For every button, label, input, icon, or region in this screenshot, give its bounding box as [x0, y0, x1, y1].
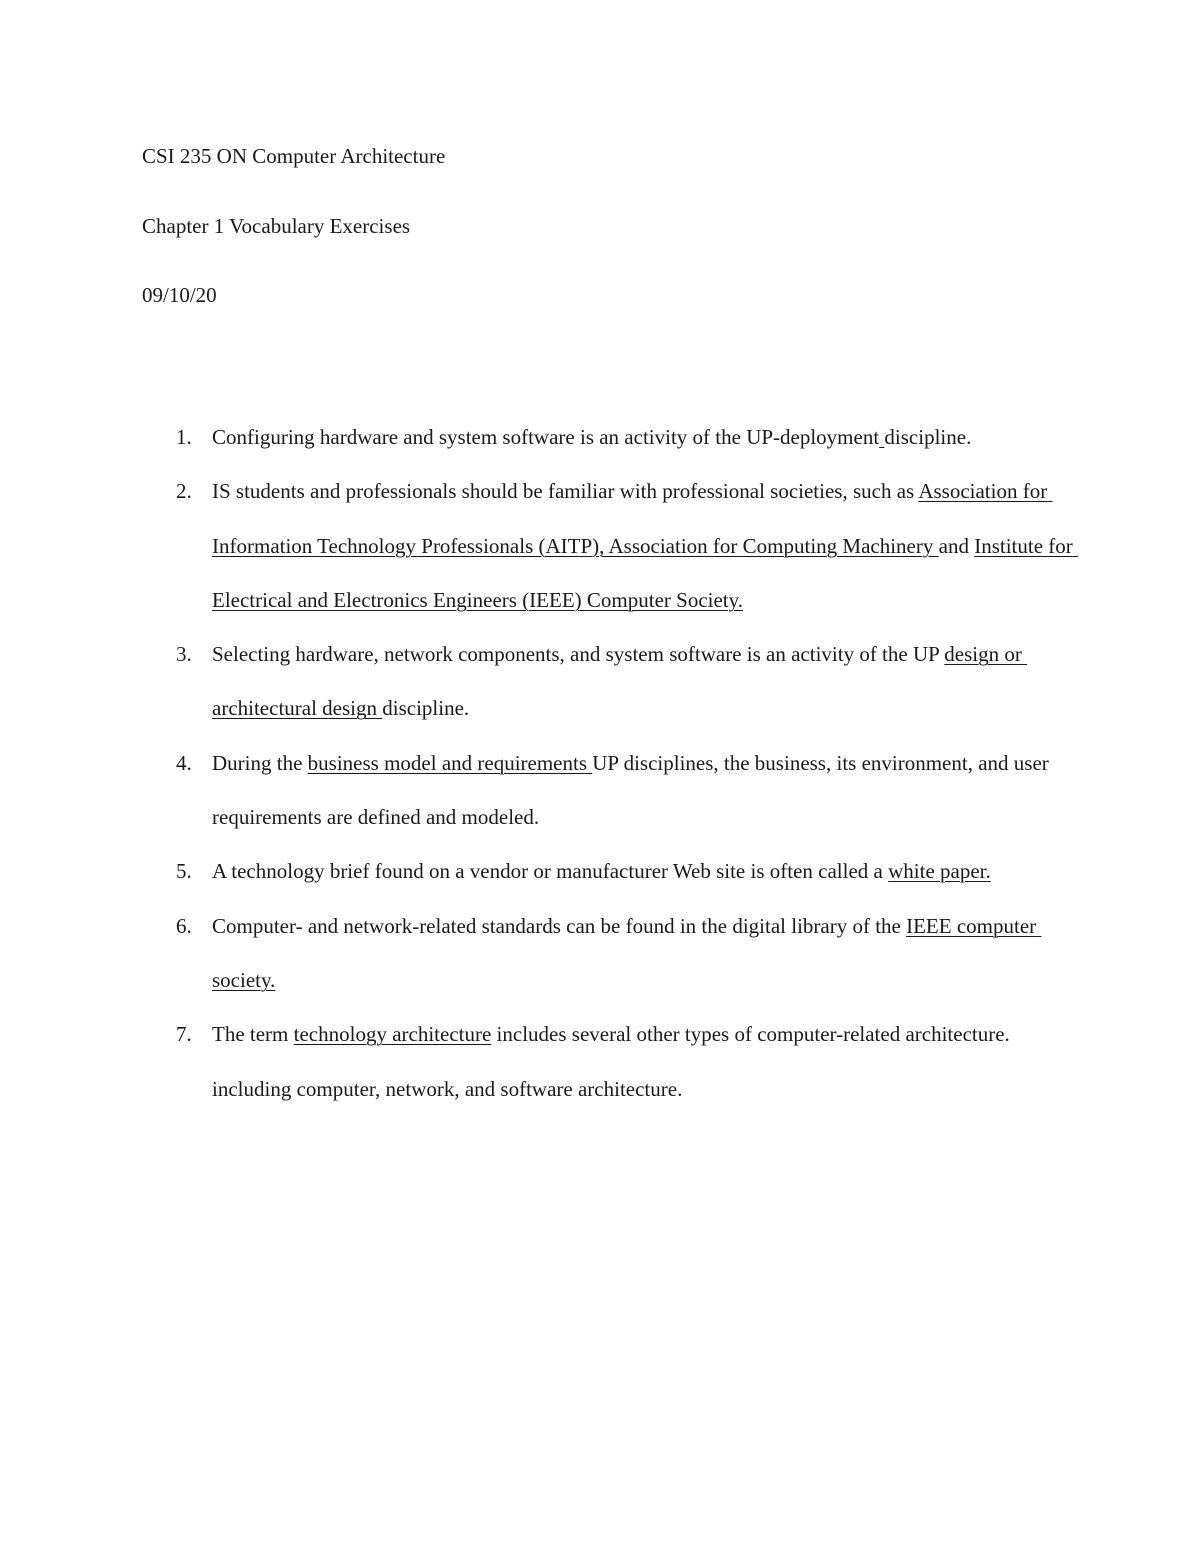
list-item-number: 5.: [176, 859, 192, 884]
document-date: 09/10/20: [142, 283, 217, 307]
list-item: [142, 1007, 1082, 1116]
list-item: [142, 410, 1082, 464]
list-item: [142, 464, 1082, 627]
answer-blank: design or architectural design: [212, 642, 1028, 721]
question-text: During the: [212, 750, 308, 775]
list-item-number: 4.: [176, 750, 192, 775]
list-item: [142, 627, 1082, 736]
list-item-number: 6.: [176, 913, 192, 938]
question-text: discipline.: [382, 696, 470, 721]
question-text: Computer- and network-related standards can be found in the digital library of the: [212, 913, 907, 938]
answer-blank: IEEE computer society.: [212, 913, 1042, 992]
question-text: Selecting hardware, network components, and system software is an activity of the UP: [212, 642, 945, 667]
question-text: The term: [212, 1022, 294, 1047]
list-item-number: 7.: [176, 1022, 192, 1047]
question-text: A technology brief found on a vendor or manufacturer Web site is often called a: [212, 859, 889, 884]
course-title: CSI 235 ON Computer Architecture: [142, 144, 446, 168]
list-item-number: 2.: [176, 479, 192, 504]
assignment-title: Chapter 1 Vocabulary Exercises: [142, 214, 411, 238]
question-text: Configuring hardware and system software is an activity of the UP-deployment: [212, 425, 880, 449]
question-text: discipline.: [884, 425, 972, 449]
list-item: [142, 899, 1082, 1008]
list-item-number: 3.: [176, 642, 192, 667]
list-item: [142, 844, 1082, 898]
answer-blank: business model and requirements: [307, 750, 593, 775]
answer-blank: Association for Information Technology Professionals (AITP), Association for Computing Machinery: [212, 479, 1053, 558]
question-text: includes several other types of computer-related architecture. including computer, network, and software architecture.: [212, 1022, 1010, 1101]
answer-blank: white paper.: [888, 859, 991, 884]
question-text: and: [938, 533, 975, 558]
list-item: [142, 736, 1082, 845]
vocabulary-list: [142, 410, 1082, 1116]
answer-blank: technology architecture: [293, 1022, 492, 1047]
question-text: IS students and professionals should be familiar with professional societies, such as: [212, 479, 919, 504]
answer-blank: Institute for Electrical and Electronics Engineers (IEEE) Computer Society.: [212, 533, 1079, 612]
list-item-number: 1.: [176, 425, 192, 449]
question-text: UP disciplines, the business, its environment, and user requirements are defined and modeled.: [212, 750, 1049, 830]
